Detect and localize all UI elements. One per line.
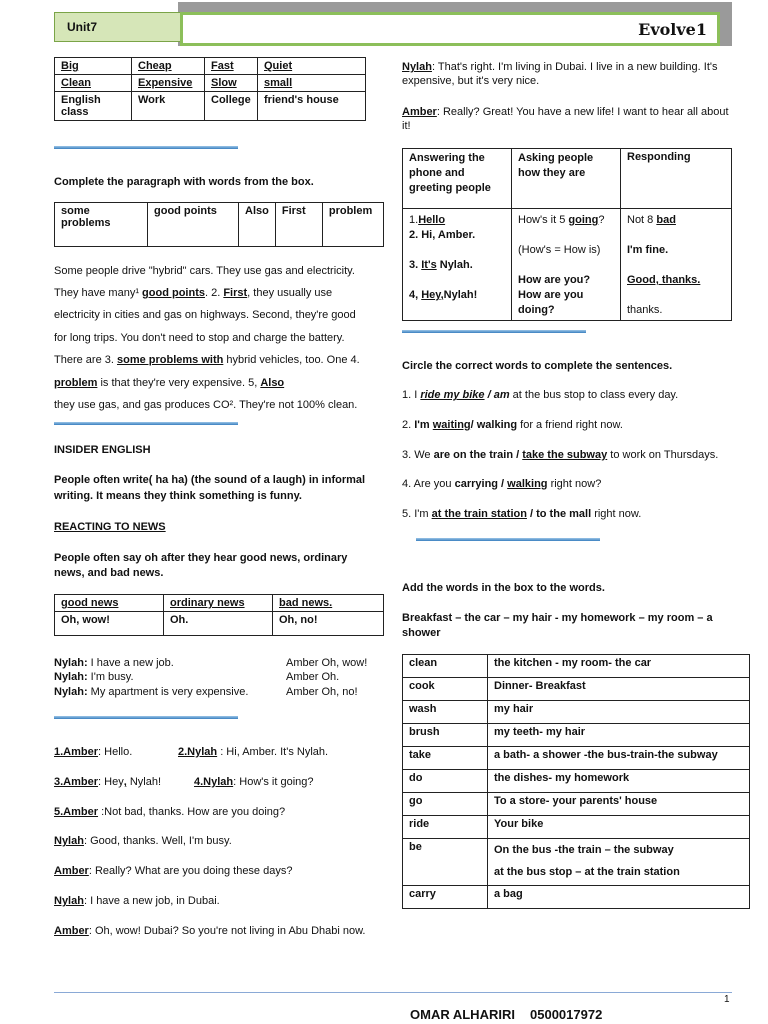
words-cell: the kitchen - my room- the car <box>488 655 750 678</box>
divider <box>54 422 238 425</box>
words-cell: my teeth- my hair <box>488 724 750 747</box>
dialogue-line: Nylah: I have a new job, in Dubai. <box>54 895 220 907</box>
verb-cell: go <box>403 793 488 816</box>
reacting-text: People often say oh after they hear good news, ordinary news, and bad news. <box>54 552 348 579</box>
footer-divider <box>54 992 732 993</box>
phone-cell: 1.Hello 2. Hi, Amber. 3. It's Nylah. 4, Hey,Nylah! <box>403 209 512 321</box>
word-box-cell: First <box>275 203 322 247</box>
adj-cell: Quiet <box>258 58 366 75</box>
circle-sentence: 2. I'm waiting/ walking for a friend right now. <box>402 419 623 431</box>
verb-cell: do <box>403 770 488 793</box>
author-phone: 0500017972 <box>530 1007 603 1022</box>
author-name: OMAR ALHARIRI <box>410 1007 515 1022</box>
paragraph-line: for long trips. You don't need to stop and charge the battery. <box>54 332 345 344</box>
nylah-line: Nylah: I'm busy. <box>54 671 134 683</box>
nylah-line: Nylah: I have a new job. <box>54 657 174 669</box>
dialogue-line: 2.Nylah : Hi, Amber. It's Nylah. <box>178 746 329 758</box>
verb-cell: ride <box>403 816 488 839</box>
divider <box>54 716 238 719</box>
words-cell: my hair <box>488 701 750 724</box>
dialogue-line: 4.Nylah: How's it going? <box>194 776 314 788</box>
verb-cell: brush <box>403 724 488 747</box>
adj-cell: Fast <box>205 58 258 75</box>
verb-cell: be <box>403 839 488 886</box>
answer: problem <box>54 377 98 389</box>
words-cell: Your bike <box>488 816 750 839</box>
verb-cell: wash <box>403 701 488 724</box>
paragraph-line: they use gas, and gas produces CO². They're not 100% clean. <box>54 399 358 411</box>
dialogue-line: Nylah: That's right. I'm living in Dubai. I live in a new building. It's expensive, but it's very nice. <box>402 61 718 87</box>
phone-cell: How's it 5 going? (How's = How is) How are you? How are you doing? <box>512 209 621 321</box>
divider <box>416 538 600 541</box>
reaction-table <box>54 594 384 636</box>
reaction-header: ordinary news <box>164 595 273 612</box>
verb-cell: take <box>403 747 488 770</box>
circle-sentence: 4. Are you carrying / walking right now? <box>402 478 602 490</box>
dialogue-line: 5.Amber :Not bad, thanks. How are you doing? <box>54 806 286 818</box>
word-box-cell: some problems <box>55 203 148 247</box>
answer: First <box>223 287 248 299</box>
add-words-box: Breakfast – the car – my hair - my homework – my room – a shower <box>402 612 713 639</box>
dialogue-line: Amber: Really? What are you doing these days? <box>54 865 293 877</box>
paragraph-line: They have many¹ good points. 2. First, they usually use <box>54 287 333 299</box>
words-cell: Dinner- Breakfast <box>488 678 750 701</box>
divider <box>402 330 586 333</box>
adj-cell: Slow <box>205 75 258 92</box>
answer: some problems with <box>116 354 224 366</box>
circle-instruction: Circle the correct words to complete the sentences. <box>402 360 673 372</box>
adj-cell: College <box>205 92 258 121</box>
reacting-heading: REACTING TO NEWS <box>54 521 166 533</box>
phone-header: Answering the phone and greeting people <box>403 149 512 209</box>
circle-sentence: 1. I ride my bike / am at the bus stop to class every day. <box>402 389 679 401</box>
adj-cell: small <box>258 75 366 92</box>
word-box-cell: good points <box>148 203 239 247</box>
add-words-instruction: Add the words in the box to the words. <box>402 582 605 594</box>
dialogue-line: Amber: Oh, wow! Dubai? So you're not living in Abu Dhabi now. <box>54 925 366 937</box>
phone-header: Asking people how they are <box>512 149 621 209</box>
adjective-table <box>54 57 366 121</box>
phone-header: Responding <box>621 149 732 209</box>
reaction-value: Oh, no! <box>273 612 384 636</box>
paragraph-line: Some people drive "hybrid" cars. They use gas and electricity. <box>54 265 355 277</box>
adj-cell: Big <box>55 58 132 75</box>
circle-sentence: 3. We are on the train / take the subway to work on Thursdays. <box>402 449 719 461</box>
words-cell: On the bus -the train – the subway at the bus stop – at the train station <box>488 839 750 886</box>
dialogue-line: 1.Amber: Hello. <box>54 746 133 758</box>
adj-cell: Cheap <box>132 58 205 75</box>
adj-cell: Work <box>132 92 205 121</box>
reaction-value: Oh, wow! <box>55 612 164 636</box>
verb-cell: cook <box>403 678 488 701</box>
phone-table <box>402 148 732 321</box>
answer: good points <box>142 287 205 299</box>
reaction-header: bad news. <box>273 595 384 612</box>
amber-reply: Amber Oh. <box>286 671 340 683</box>
paragraph-line: electricity in cities and gas on highways. Second, they're good <box>54 309 356 321</box>
words-cell: a bath- a shower -the bus-train-the subway <box>488 747 750 770</box>
amber-reply: Amber Oh, no! <box>286 686 358 698</box>
paragraph-line: There are 3. some problems with hybrid vehicles, too. One 4. <box>54 354 360 366</box>
adj-cell: Expensive <box>132 75 205 92</box>
answer: Also <box>260 377 285 389</box>
dialogue-line: Nylah: Good, thanks. Well, I'm busy. <box>54 835 232 847</box>
phone-cell: Not 8 bad I'm fine. Good, thanks. thanks. <box>621 209 732 321</box>
word-box-cell: Also <box>239 203 276 247</box>
title-box <box>180 12 720 46</box>
words-cell: the dishes- my homework <box>488 770 750 793</box>
words-cell: To a store- your parents' house <box>488 793 750 816</box>
verb-cell: clean <box>403 655 488 678</box>
dialogue-line: Amber: Really? Great! You have a new life! I want to hear all about it! <box>402 106 729 132</box>
adj-cell: friend's house <box>258 92 366 121</box>
unit-label: Unit7 <box>54 12 182 42</box>
adj-cell: English class <box>55 92 132 121</box>
insider-text: People often write( ha ha) (the sound of a laugh) in informal writing. It means they think something is funny. <box>54 474 366 502</box>
complete-instruction: Complete the paragraph with words from the box. <box>54 176 314 188</box>
reaction-value: Oh. <box>164 612 273 636</box>
verb-cell: carry <box>403 886 488 909</box>
page-number: 1 <box>724 994 730 1005</box>
word-box-cell: problem <box>322 203 383 247</box>
adj-cell: Clean <box>55 75 132 92</box>
reaction-header: good news <box>55 595 164 612</box>
words-cell: a bag <box>488 886 750 909</box>
nylah-line: Nylah: My apartment is very expensive. <box>54 686 249 698</box>
circle-sentence: 5. I'm at the train station / to the mall right now. <box>402 508 642 520</box>
word-box <box>54 202 384 247</box>
paragraph-line: problem is that they're very expensive. 5, Also <box>54 377 285 389</box>
collocation-table <box>402 654 750 909</box>
divider <box>54 146 238 149</box>
book-title: Evolve1 <box>638 20 707 39</box>
insider-heading: INSIDER ENGLISH <box>54 444 151 456</box>
amber-reply: Amber Oh, wow! <box>286 657 368 669</box>
dialogue-line: 3.Amber: Hey, Nylah! <box>54 776 162 788</box>
